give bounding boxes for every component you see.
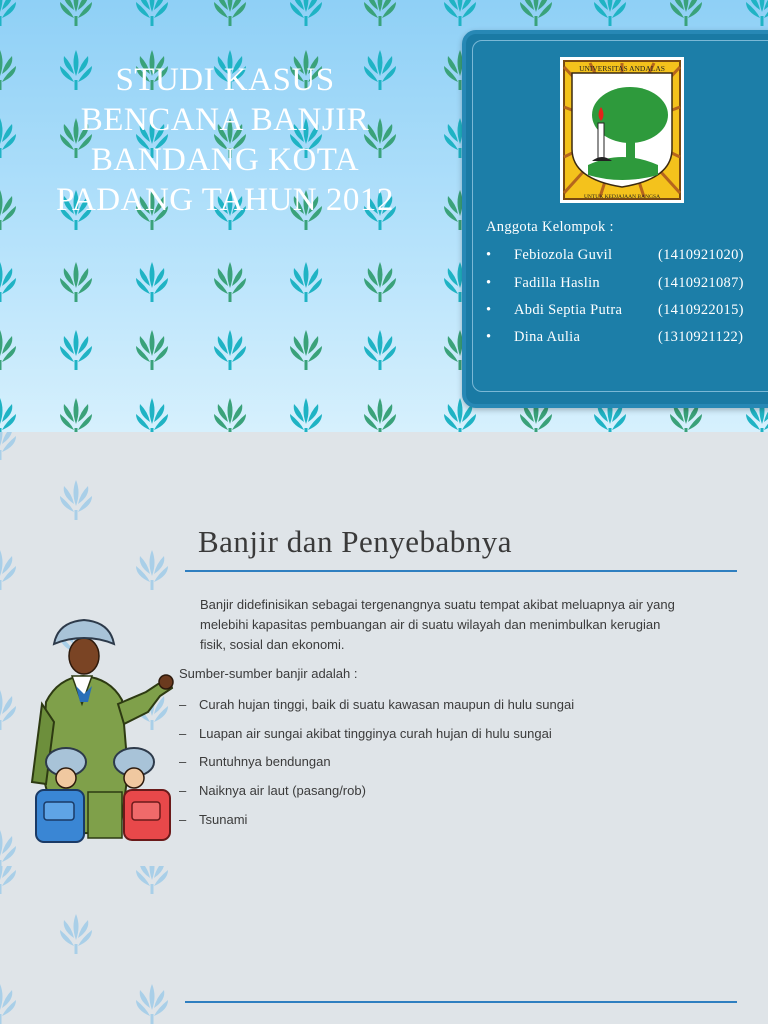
bullet: • xyxy=(486,329,492,345)
sprig-icon xyxy=(0,550,16,590)
sprig-icon xyxy=(0,866,16,894)
sprig-icon xyxy=(60,398,92,432)
member-name: Febiozola Guvil xyxy=(514,247,613,263)
title-line: BENCANA BANJIR xyxy=(80,102,370,138)
cause-text: Luapan air sungai akibat tingginya curah hujan di hulu sungai xyxy=(199,726,552,741)
sprig-icon xyxy=(136,0,168,26)
sprig-icon xyxy=(364,330,396,370)
bullet: • xyxy=(486,302,492,318)
dash-bullet: – xyxy=(179,726,187,741)
sprig-icon xyxy=(594,0,626,26)
university-logo-icon xyxy=(560,57,684,203)
sprig-icon xyxy=(214,0,246,26)
sprig-icon xyxy=(0,984,16,1024)
cause-text: Curah hujan tinggi, baik di suatu kawasan maupun di hulu sungai xyxy=(199,697,575,712)
member-name: Abdi Septia Putra xyxy=(514,302,623,318)
sprig-icon xyxy=(0,50,16,90)
title-line: PADANG TAHUN 2012 xyxy=(56,182,394,218)
next-slide-partial xyxy=(0,866,768,1024)
sprig-icon xyxy=(214,262,246,302)
sprig-icon xyxy=(136,398,168,432)
members-label: Anggota Kelompok : xyxy=(486,219,614,235)
member-nim: (1410921020) xyxy=(658,247,744,263)
sprig-icon xyxy=(60,262,92,302)
sprig-icon xyxy=(290,262,322,302)
member-nim: (1410921087) xyxy=(658,275,744,291)
title-line: STUDI KASUS xyxy=(115,62,335,98)
sprig-icon xyxy=(364,262,396,302)
sprig-icon xyxy=(214,398,246,432)
slide-heading: Banjir dan Penyebabnya xyxy=(198,524,513,559)
paragraph-line: melebihi kapasitas pembuangan air di suatu wilayah dan menimbulkan kerugian xyxy=(200,617,661,632)
sprig-icon xyxy=(364,398,396,432)
scouts-clipart-icon xyxy=(28,612,178,847)
sprig-icon xyxy=(0,190,16,230)
bullet: • xyxy=(486,275,492,291)
sprig-icon xyxy=(290,0,322,26)
cause-text: Runtuhnya bendungan xyxy=(199,754,331,769)
paragraph-line: Banjir didefinisikan sebagai tergenangnya suatu tempat akibat meluapnya air yang xyxy=(200,597,675,612)
sprig-icon xyxy=(60,914,92,954)
sprig-icon xyxy=(0,118,16,158)
slide-title xyxy=(30,60,420,220)
sprig-icon xyxy=(214,330,246,370)
dash-bullet: – xyxy=(179,783,187,798)
sprig-icon xyxy=(60,0,92,26)
sprig-icon xyxy=(136,550,168,590)
member-name: Dina Aulia xyxy=(514,329,581,345)
member-nim: (1410922015) xyxy=(658,302,744,318)
sprig-icon xyxy=(290,330,322,370)
sprig-icon xyxy=(290,398,322,432)
member-nim: (1310921122) xyxy=(658,329,744,345)
sprig-icon xyxy=(136,330,168,370)
sprig-icon xyxy=(520,0,552,26)
sprig-icon xyxy=(0,262,16,302)
sprig-icon xyxy=(136,866,168,894)
sprig-icon xyxy=(136,984,168,1024)
sprig-icon xyxy=(0,432,16,460)
logo-bottom-text: UNTUK KEDJAJAAN BANGSA xyxy=(583,194,661,200)
paragraph-line: fisik, sosial dan ekonomi. xyxy=(200,637,345,652)
title-slide xyxy=(0,0,768,432)
sprig-icon xyxy=(60,480,92,520)
title-line: BANDANG KOTA xyxy=(90,142,360,178)
sprig-icon xyxy=(444,0,476,26)
sprig-icon xyxy=(0,398,16,432)
sprig-icon xyxy=(746,0,768,26)
sprig-icon xyxy=(0,690,16,730)
bullet: • xyxy=(486,247,492,263)
definition-paragraph xyxy=(200,595,740,655)
dash-bullet: – xyxy=(179,697,187,712)
sprig-icon xyxy=(0,330,16,370)
sprig-icon xyxy=(670,0,702,26)
sprig-icon xyxy=(0,830,16,866)
sprig-icon xyxy=(364,0,396,26)
causes-intro: Sumber-sumber banjir adalah : xyxy=(179,666,358,681)
content-slide xyxy=(0,432,768,866)
sprig-icon xyxy=(60,330,92,370)
member-name: Fadilla Haslin xyxy=(514,275,600,291)
heading-underline xyxy=(185,570,737,572)
sprig-icon xyxy=(0,0,16,26)
dash-bullet: – xyxy=(179,754,187,769)
cause-text: Tsunami xyxy=(199,812,248,827)
heading-underline xyxy=(185,1001,737,1003)
cause-text: Naiknya air laut (pasang/rob) xyxy=(199,783,366,798)
logo-top-text: UNIVERSITAS ANDALAS xyxy=(579,64,665,73)
dash-bullet: – xyxy=(179,812,187,827)
sprig-icon xyxy=(136,262,168,302)
